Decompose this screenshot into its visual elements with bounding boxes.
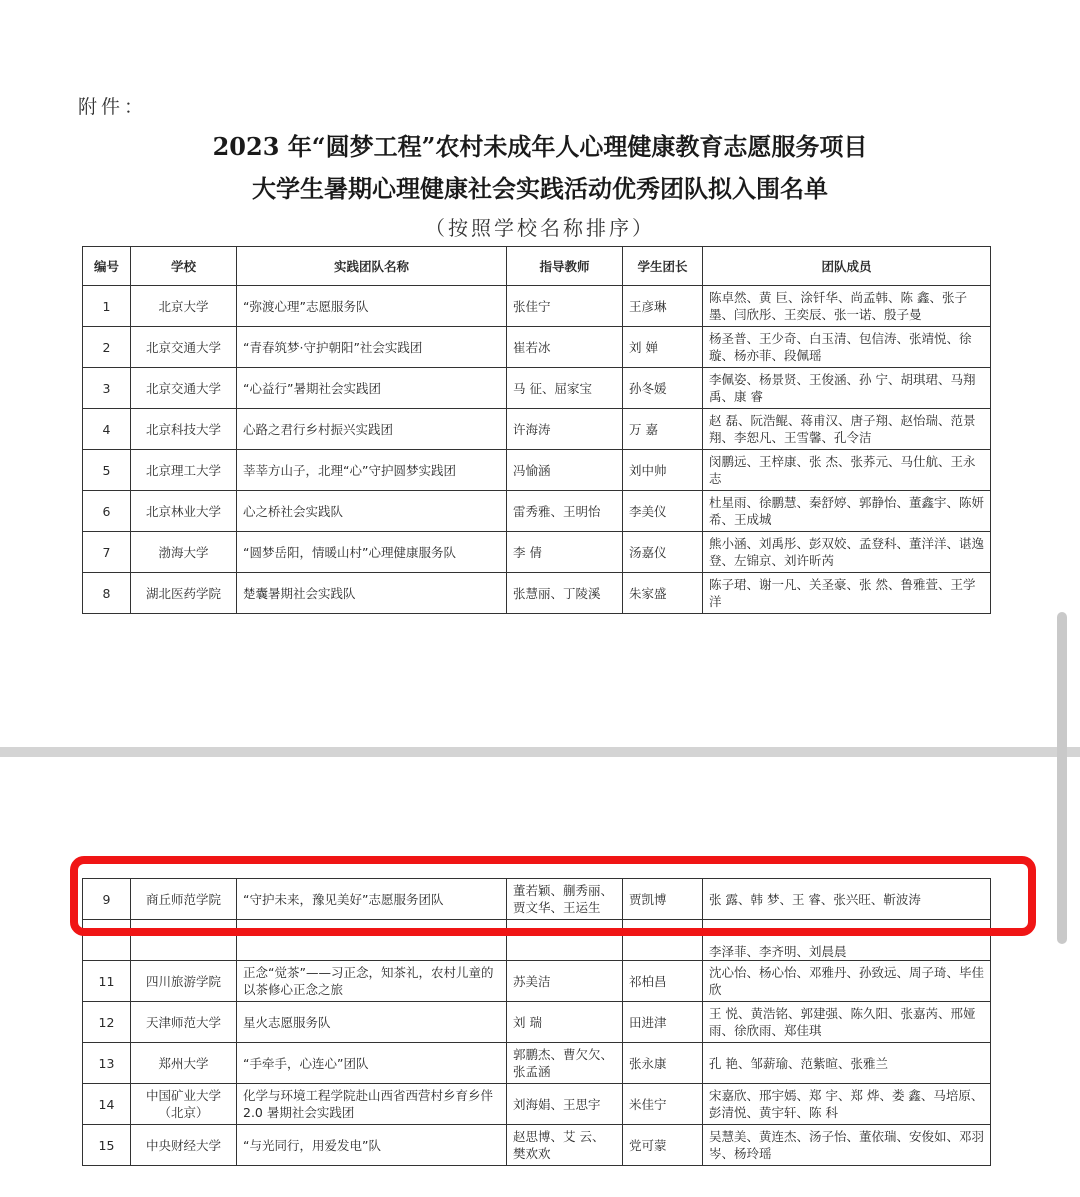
cell-members: 熊小涵、刘禹彤、彭双姣、孟登科、董洋洋、谌逸登、左锦京、刘许昕芮 [703,532,991,573]
cell-number: 5 [83,450,131,491]
cell-leader: 贾凯博 [623,879,703,920]
cell-members: 陈卓然、黄 巨、涂钎华、尚孟韩、陈 鑫、张子墨、闫欣彤、王奕辰、张一诺、殷子曼 [703,286,991,327]
cell-leader: 万 嘉 [623,409,703,450]
cell-leader: 刘中帅 [623,450,703,491]
cell-members: 孔 艳、邹薪瑜、范紫暄、张雅兰 [703,1043,991,1084]
cell-members: 沈心怡、杨心怡、邓雅丹、孙致远、周子琦、毕佳欣 [703,961,991,1002]
cell-team-name: 星火志愿服务队 [237,1002,507,1043]
cell-number: 11 [83,961,131,1002]
table-row [83,573,991,614]
cell-members: 吴慧美、黄连杰、汤子怡、董依瑞、安俊如、邓羽岑、杨玲瑶 [703,1125,991,1166]
cell-members: 李佩姿、杨景贤、王俊涵、孙 宁、胡琪珺、马翔禹、康 睿 [703,368,991,409]
cell-school: 湖北医药学院 [131,573,237,614]
cell-teacher: 雷秀雅、王明怡 [507,491,623,532]
cell-leader: 李美仪 [623,491,703,532]
cell-number: 3 [83,368,131,409]
cell-teacher: 郭鹏杰、曹欠欠、张孟涵 [507,1043,623,1084]
cell-teacher: 苏美洁 [507,961,623,1002]
cell-teacher: 李 倩 [507,532,623,573]
cell-teacher: 刘 瑞 [507,1002,623,1043]
cell-team-name: “青春筑梦·守护朝阳”社会实践团 [237,327,507,368]
cell-school: 郑州大学 [131,1043,237,1084]
cell-members: 宋嘉欣、邢宇嫣、郑 宇、郑 烨、娄 鑫、马培原、彭清悦、黄宇轩、陈 科 [703,1084,991,1125]
cell-leader: 张永康 [623,1043,703,1084]
header-leader: 学生团长 [623,247,703,286]
cell-teacher: 张佳宁 [507,286,623,327]
cell-team-name: 心之桥社会实践队 [237,491,507,532]
cell-leader: 王彦琳 [623,286,703,327]
cell-number: 12 [83,1002,131,1043]
cell-school: 北京理工大学 [131,450,237,491]
cell-team-name: “与光同行，用爱发电”队 [237,1125,507,1166]
cell-members: 王 悦、黄浩铭、郭建强、陈久阳、张嘉芮、邢娅雨、徐欣雨、郑佳琪 [703,1002,991,1043]
cell-teacher: 董若颖、蒯秀丽、贾文华、王运生 [507,879,623,920]
cell-teacher: 许海涛 [507,409,623,450]
cell-team-name: “心益行”暑期社会实践团 [237,368,507,409]
page-subtitle: （按照学校名称排序） [425,216,655,240]
cell-team-name: 楚囊暑期社会实践队 [237,573,507,614]
cell-leader: 田进津 [623,1002,703,1043]
cell-members: 陈子珺、谢一凡、关圣豪、张 然、鲁雅萱、王学洋 [703,573,991,614]
cell-team-name: “守护未来，豫见美好”志愿服务团队 [237,879,507,920]
cell-school: 天津师范大学 [131,1002,237,1043]
table-row [83,1043,991,1084]
table-row [83,532,991,573]
cell-number: 4 [83,409,131,450]
cell-team-name: 化学与环境工程学院赴山西省西营村乡育乡伴 2.0 暑期社会实践团 [237,1084,507,1125]
header-number: 编号 [83,247,131,286]
cell-teacher: 赵思博、艾 云、樊欢欢 [507,1125,623,1166]
cell-school: 北京交通大学 [131,327,237,368]
cell-number: 15 [83,1125,131,1166]
cell-school: 商丘师范学院 [131,879,237,920]
table-header-row [83,247,991,286]
cell-team-name: “手牵手，心连心”团队 [237,1043,507,1084]
attachment-label: 附件： [78,96,148,118]
header-school: 学校 [131,247,237,286]
cell-members: 杨圣普、王少奇、白玉清、包信涛、张靖悦、徐 璇、杨亦菲、段佩瑶 [703,327,991,368]
cell-number: 13 [83,1043,131,1084]
table-row [83,450,991,491]
team-table-top [82,246,991,614]
red-highlight-box [70,856,1036,936]
cell-team-name: “弥渡心理”志愿服务队 [237,286,507,327]
cell-school: 中国矿业大学（北京） [131,1084,237,1125]
cell-school: 北京大学 [131,286,237,327]
cell-teacher: 冯愉涵 [507,450,623,491]
cell-school: 四川旅游学院 [131,961,237,1002]
cell-team-name: 心路之君行乡村振兴实践团 [237,409,507,450]
cell-leader: 刘 婵 [623,327,703,368]
cell-number: 14 [83,1084,131,1125]
header-team-name: 实践团队名称 [237,247,507,286]
cell-leader: 朱家盛 [623,573,703,614]
cell-school: 北京交通大学 [131,368,237,409]
vertical-scrollbar[interactable] [1057,612,1067,944]
cell-members: 闵鹏远、王梓康、张 杰、张荞元、马仕航、王永志 [703,450,991,491]
cell-members: 李泽菲、李齐明、刘晨晨 [703,920,991,961]
table-row [83,1084,991,1125]
cell-teacher: 马 征、屈家宝 [507,368,623,409]
table-row [83,368,991,409]
cell-leader: 米佳宁 [623,1084,703,1125]
cell-teacher: 崔若冰 [507,327,623,368]
cell-school: 北京科技大学 [131,409,237,450]
table-row [83,286,991,327]
cell-number: 1 [83,286,131,327]
cell-team-name: 正念“觉茶”——习正念，知茶礼，农村儿童的以茶修心正念之旅 [237,961,507,1002]
cell-number: 8 [83,573,131,614]
table-row [83,491,991,532]
cell-members: 杜星雨、徐鹏慧、秦舒婷、郭静怡、董鑫宇、陈妍希、王成城 [703,491,991,532]
cell-team-name: 莘莘方山子，北理“心”守护圆梦实践团 [237,450,507,491]
page-title-line1: 2023 年“圆梦工程”农村未成年人心理健康教育志愿服务项目 [212,132,868,161]
cell-school: 渤海大学 [131,532,237,573]
cell-leader: 孙冬媛 [623,368,703,409]
cell-teacher: 刘海娟、王思宇 [507,1084,623,1125]
cell-members: 赵 磊、阮浩鲲、蒋甫汉、唐子翔、赵怡瑞、范景翔、李恕凡、王雪馨、孔令洁 [703,409,991,450]
cell-leader: 党可蒙 [623,1125,703,1166]
cell-teacher: 张慧丽、丁陵溪 [507,573,623,614]
cell-members: 张 露、韩 梦、王 睿、张兴旺、靳波涛 [703,879,991,920]
cell-number: 6 [83,491,131,532]
cell-team-name: “圆梦岳阳，情暖山村”心理健康服务队 [237,532,507,573]
cell-school: 中央财经大学 [131,1125,237,1166]
page-title-line2: 大学生暑期心理健康社会实践活动优秀团队拟入围名单 [252,174,828,203]
cell-leader: 汤嘉仪 [623,532,703,573]
header-teacher: 指导教师 [507,247,623,286]
table-row [83,327,991,368]
table-row [83,1002,991,1043]
table-row [83,961,991,1002]
cell-number: 2 [83,327,131,368]
table-row [83,409,991,450]
cell-number: 9 [83,879,131,920]
cell-number: 7 [83,532,131,573]
header-members: 团队成员 [703,247,991,286]
cell-leader: 祁柏昌 [623,961,703,1002]
cell-school: 北京林业大学 [131,491,237,532]
table-row [83,1125,991,1166]
page-divider [0,747,1080,757]
